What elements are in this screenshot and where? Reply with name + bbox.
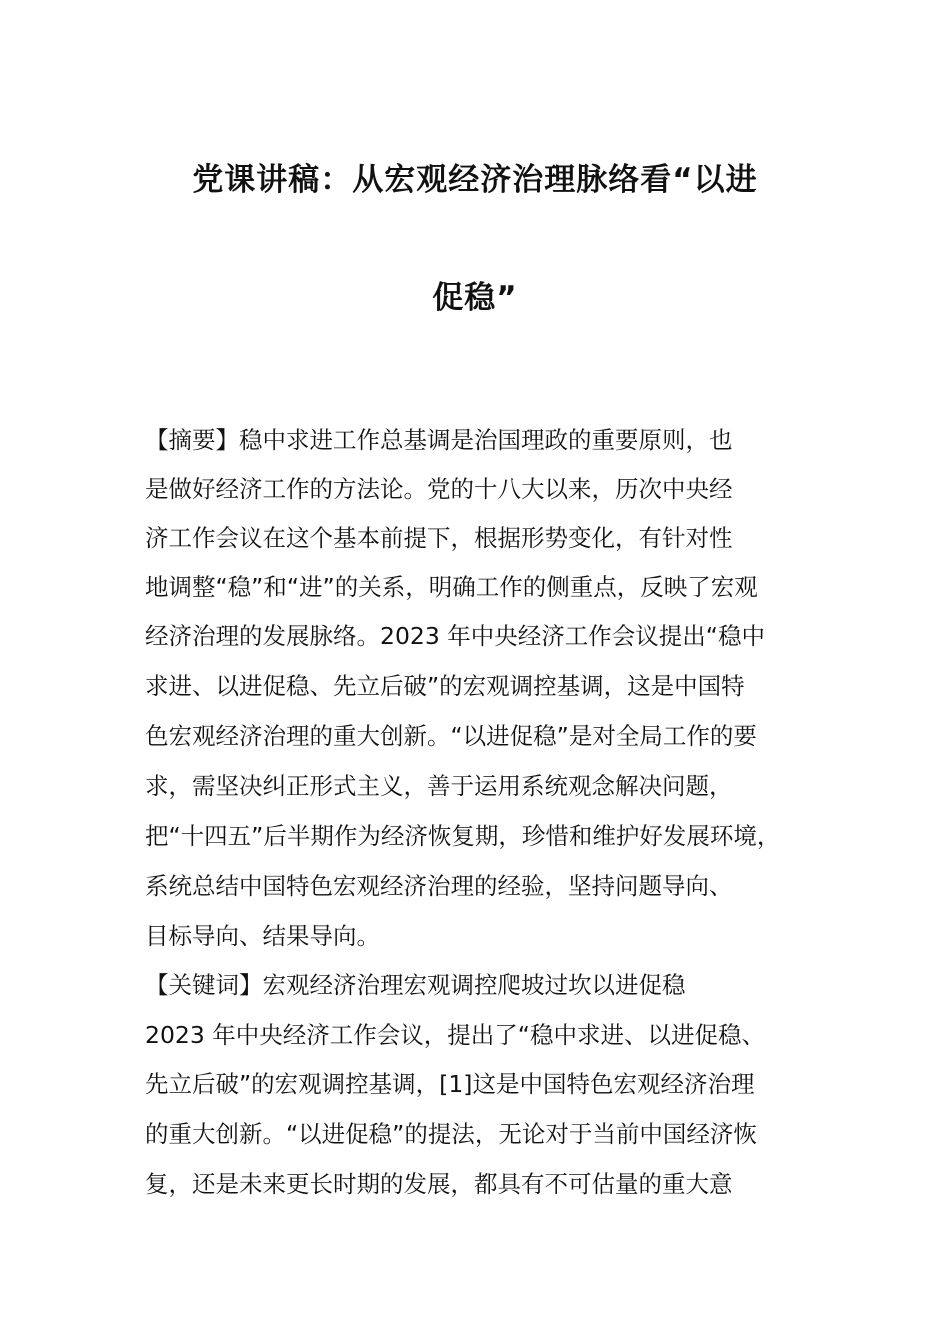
body-line: 复，还是未来更长时期的发展，都具有不可估量的重大意 — [145, 1170, 733, 1198]
body-line: 把“十四五”后半期作为经济恢复期，珍惜和维护好发展环境， — [145, 822, 781, 850]
body-line: 目标导向、结果导向。 — [145, 922, 380, 950]
body-line: 济工作会议在这个基本前提下，根据形势变化，有针对性 — [145, 524, 733, 552]
body-line: 经济治理的发展脉络。2023 年中央经济工作会议提出“稳中 — [145, 622, 765, 650]
keywords-line: 【关键词】宏观经济治理宏观调控爬坡过坎以进促稳 — [145, 971, 686, 999]
body-line: 求，需坚决纠正形式主义，善于运用系统观念解决问题， — [145, 772, 733, 800]
body-line: 2023 年中央经济工作会议，提出了“稳中求进、以进促稳、 — [145, 1021, 765, 1049]
body-line: 先立后破”的宏观调控基调，[1]这是中国特色宏观经济治理 — [145, 1070, 755, 1098]
body-line: 地调整“稳”和“进”的关系，明确工作的侧重点，反映了宏观 — [145, 573, 758, 601]
body-line: 是做好经济工作的方法论。党的十八大以来，历次中央经 — [145, 475, 733, 503]
body-line: 求进、以进促稳、先立后破”的宏观调控基调，这是中国特 — [145, 672, 745, 700]
body-line: 色宏观经济治理的重大创新。“以进促稳”是对全局工作的要 — [145, 722, 757, 750]
body-line: 【摘要】稳中求进工作总基调是治国理政的重要原则，也 — [145, 426, 733, 454]
body-line: 系统总结中国特色宏观经济治理的经验，坚持问题导向、 — [145, 872, 733, 900]
title-line-2: 促稳” — [432, 280, 518, 316]
body-line: 的重大创新。“以进促稳”的提法，无论对于当前中国经济恢 — [145, 1120, 757, 1148]
title-line-1: 党课讲稿：从宏观经济治理脉络看“以进 — [192, 162, 758, 198]
